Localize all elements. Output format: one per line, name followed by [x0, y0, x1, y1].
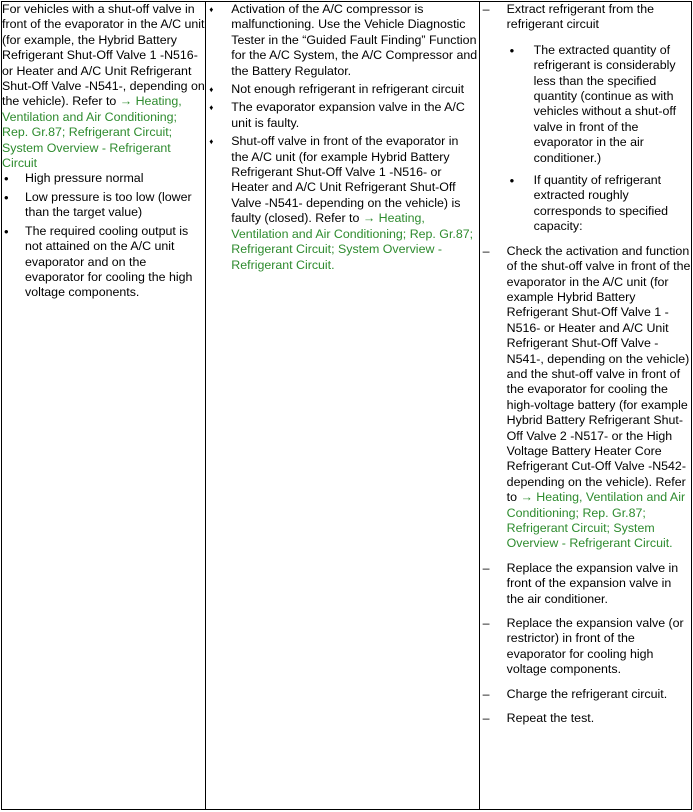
cause-text: The evaporator expansion valve in the A/C unit is faulty.	[231, 100, 465, 130]
cause-text: Shut-off valve in front of the evaporator in the A/C unit (for example Hybrid Battery Refrigerant Shut-Off Valve 1 -N516- or Heater and A/C Unit Refrigerant Shut-Off Valve -N541- depending on the vehicle) is faulty (closed). Refer to	[231, 134, 461, 226]
remedy-step: – Charge the refrigerant circuit.	[480, 687, 691, 702]
cause-item	[206, 134, 478, 273]
cause-item	[206, 100, 478, 131]
remedy-step-text: Check the activation and function of the shut-off valve in front of the evaporator in the A/C unit (for example Hybrid Battery Refrigerant Shut-Off Valve 1 -N516- or Heater and A/C Unit Refrigerant Shut-Off Valve -N541-, depending on the vehicle) and the shut-off valve in front of the evaporator for cooling the high-voltage battery (for example Hybrid Battery Refrigerant Shut-Off Valve 2 -N517- or the High Voltage Battery Heater Core Refrigerant Cut-Off Valve -N542- depending on the vehicle). Refer to	[506, 243, 691, 505]
symptom-bullet: • High pressure normal	[2, 171, 205, 186]
cause-text: Not enough refrigerant in refrigerant circuit	[231, 82, 465, 97]
remedy-step	[480, 244, 691, 552]
symptom-list	[2, 171, 205, 300]
symptom-cell	[2, 2, 206, 810]
symptom-reference-link[interactable]: → Heating, Ventilation and Air Conditioning; Rep. Gr.87; Refrigerant Circuit; System Overview - Refrigerant Circuit	[2, 94, 182, 171]
remedy-steps	[480, 2, 691, 726]
remedy-step: – Repeat the test.	[480, 711, 691, 726]
remedy-reference-link[interactable]: → Heating, Ventilation and Air Conditioning; Rep. Gr.87; Refrigerant Circuit; System Overview - Refrigerant Circuit.	[506, 490, 686, 551]
symptom-intro-text: For vehicles with a shut-off valve in front of the evaporator in the A/C unit (for example, the Hybrid Battery Refrigerant Shut-Off Valve 1 -N516- or Heater and A/C Unit Refrigerant Shut-Off Valve -N541-, depending on the vehicle). Refer to	[2, 2, 205, 109]
remedy-cell	[479, 2, 691, 810]
cause-cell	[206, 2, 479, 810]
remedy-step	[480, 2, 691, 235]
cause-item	[206, 2, 478, 79]
remedy-sub-item: • The extracted quantity of refrigerant is considerably less than the specified quantity (continue as with vehicles without a shut-off valve in front of the evaporator in the air conditioner.)	[507, 43, 691, 166]
cause-text: Activation of the A/C compressor is malfunctioning. Use the Vehicle Diagnostic Tester in the “Guided Fault Finding” Function for the A/C System, the A/C Compressor and the Battery Regulator.	[231, 2, 478, 78]
remedy-step-text: Extract refrigerant from the refrigerant circuit	[506, 2, 655, 32]
cause-list	[206, 2, 478, 273]
remedy-step: – Replace the expansion valve (or restrictor) in front of the evaporator for cooling high voltage components.	[480, 616, 691, 678]
symptom-intro	[2, 2, 205, 171]
table-row	[2, 2, 692, 810]
troubleshooting-table	[1, 1, 692, 810]
symptom-bullet: • Low pressure is too low (lower than the target value)	[2, 190, 205, 221]
cause-reference-link[interactable]: → Heating, Ventilation and Air Conditioning; Rep. Gr.87; Refrigerant Circuit; System Overview - Refrigerant Circuit.	[231, 211, 474, 272]
remedy-sub-list	[507, 43, 691, 235]
remedy-step: – Replace the expansion valve in front of the expansion valve in the air conditioner.	[480, 561, 691, 607]
remedy-sub-item: • If quantity of refrigerant extracted roughly corresponds to specified capacity:	[507, 173, 691, 235]
cause-item	[206, 82, 478, 97]
symptom-bullet: • The required cooling output is not attained on the A/C unit evaporator and on the evaporator for cooling the high voltage components.	[2, 224, 205, 301]
